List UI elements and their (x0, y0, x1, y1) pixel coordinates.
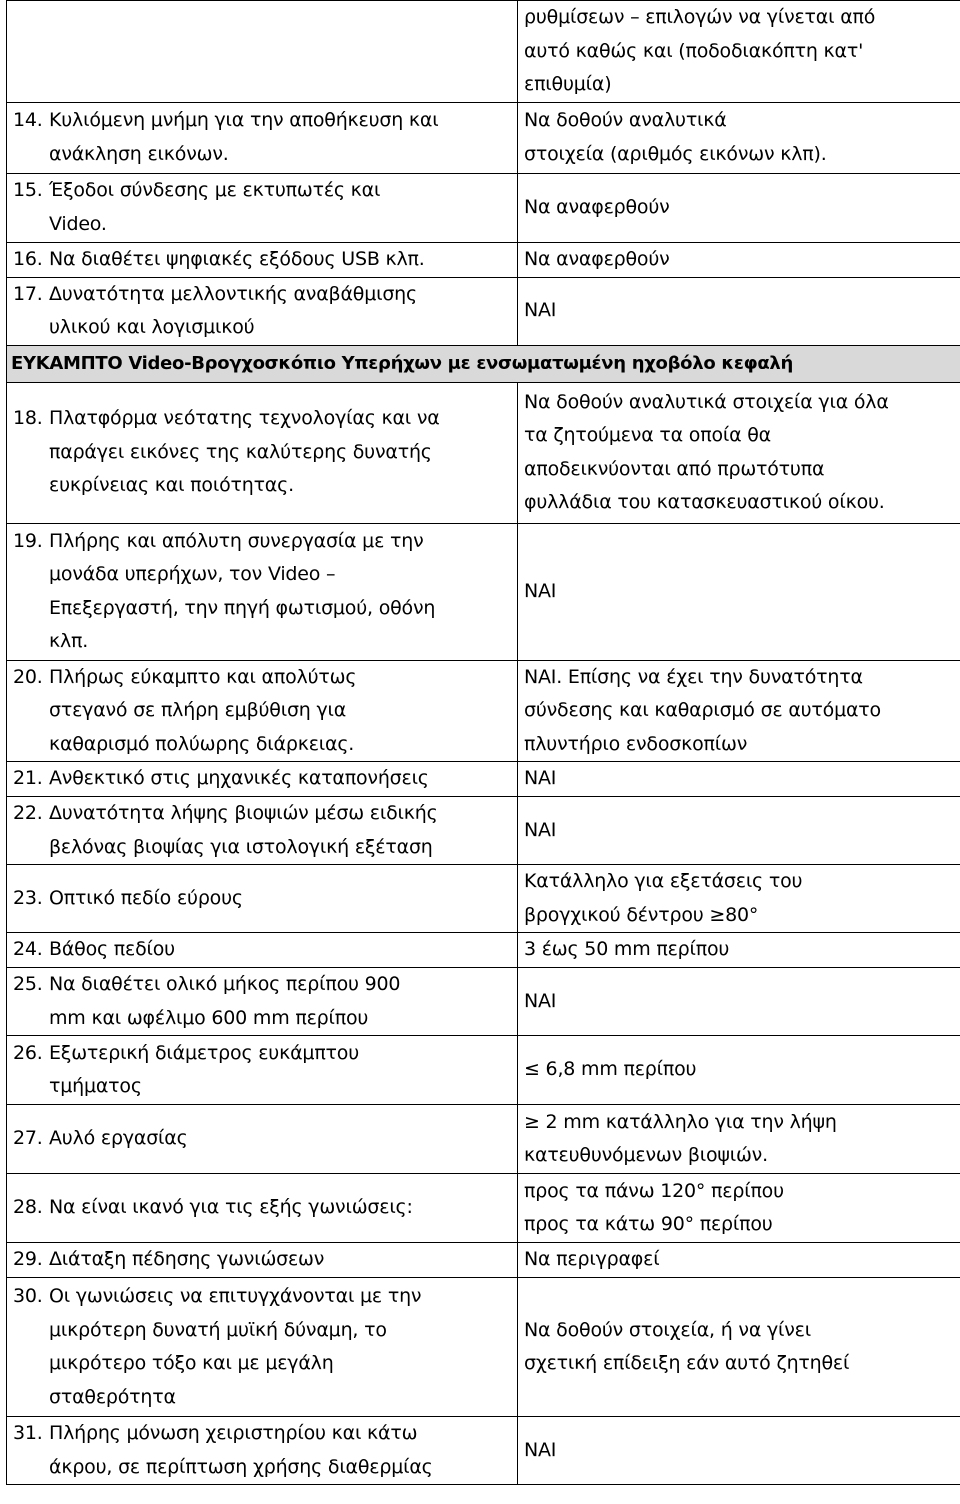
item-number: 20. (13, 665, 43, 688)
item-number: 28. (13, 1196, 43, 1219)
answer-line: ≥ 2 mm κατάλληλο για την λήψη (524, 1110, 837, 1133)
answer-line: βρογχικού δέντρου ≥80° (524, 903, 759, 926)
item-number: 22. (13, 802, 43, 824)
requirement-line: βελόνας βιοψίας για ιστολογική εξέταση (49, 835, 433, 858)
answer-line: ρυθμίσεων – επιλογών να γίνεται από (524, 6, 876, 28)
requirement-item (13, 1280, 511, 1414)
requirement-cell (7, 1174, 518, 1243)
item-number: 24. (13, 938, 43, 961)
item-number: 17. (13, 282, 43, 305)
answer-line: ΝΑΙ (524, 767, 557, 790)
item-number: 25. (13, 973, 43, 995)
table-row (7, 1243, 960, 1278)
table-row (7, 865, 960, 933)
answer-line: Να αναφερθούν (524, 195, 670, 218)
requirement-text (49, 174, 511, 241)
requirement-text (49, 1191, 511, 1225)
requirement-line: Πλήρης και απόλυτη συνεργασία με την (49, 529, 424, 552)
item-number: 14. (13, 109, 43, 131)
requirement-text (49, 882, 511, 916)
requirement-line: Να διαθέτει ολικό μήκος περίπου 900 (49, 973, 401, 995)
requirement-cell (7, 1105, 518, 1174)
table-row (7, 242, 960, 277)
requirement-line: Επεξεργαστή, την πηγή φωτισμού, οθόνη (49, 596, 436, 619)
requirement-cell (7, 382, 518, 523)
item-number: 21. (13, 767, 43, 790)
answer-line: Να δοθούν αναλυτικά (524, 109, 727, 131)
answer-line: αποδεικνύονται από πρωτότυπα (524, 457, 825, 480)
table-row (7, 523, 960, 660)
requirement-item (13, 1191, 511, 1225)
answer-cell (518, 762, 960, 797)
requirement-text (49, 1243, 511, 1277)
table-row (7, 1278, 960, 1417)
requirement-cell (7, 173, 518, 242)
requirement-line: Οπτικό πεδίο εύρους (49, 886, 243, 909)
requirement-line: υλικού και λογισμικού (49, 316, 255, 338)
answer-line: προς τα κάτω 90° περίπου (524, 1213, 773, 1235)
answer-line: προς τα πάνω 120° περίπου (524, 1179, 784, 1202)
requirement-item (13, 797, 511, 864)
answer-cell (518, 1174, 960, 1243)
item-number: 19. (13, 529, 43, 552)
requirement-line: Βάθος πεδίου (49, 938, 175, 961)
requirement-item (13, 762, 511, 796)
requirement-text (49, 661, 511, 762)
table-row (7, 277, 960, 345)
requirement-text (49, 968, 511, 1035)
table-row (7, 968, 960, 1036)
requirement-cell (7, 1417, 518, 1485)
requirement-cell (7, 968, 518, 1036)
requirement-line: Έξοδοι σύνδεσης με εκτυπωτές και (49, 179, 381, 201)
answer-line: φυλλάδια του κατασκευαστικού οίκου. (524, 491, 885, 513)
left-cell (7, 1, 518, 103)
requirement-line: άκρου, σε περίπτωση χρήσης διαθερμίας (49, 1455, 433, 1478)
requirement-line: μονάδα υπερήχων, τον Video – (49, 563, 336, 585)
requirement-line: Δυνατότητα λήψης βιοψιών μέσω ειδικής (49, 802, 438, 824)
answer-cell (518, 382, 960, 523)
table-row (7, 173, 960, 242)
item-number: 31. (13, 1422, 43, 1444)
requirement-item (13, 1122, 511, 1156)
answer-line: Κατάλληλο για εξετάσεις του (524, 870, 803, 892)
requirement-line: μικρότερη δυνατή μυϊκή δύναμη, το (49, 1318, 387, 1341)
answer-cell (518, 933, 960, 968)
requirement-text (49, 1122, 511, 1156)
table-row (7, 933, 960, 968)
answer-line: επιθυμία) (524, 73, 612, 95)
requirement-cell (7, 797, 518, 865)
answer-line: σχετική επίδειξη εάν αυτό ζητηθεί (524, 1352, 850, 1374)
answer-line: ΝΑΙ (524, 989, 557, 1012)
requirement-line: σταθερότητα (49, 1385, 176, 1408)
requirement-cell (7, 762, 518, 797)
requirement-line: ανάκληση εικόνων. (49, 142, 229, 165)
requirement-item (13, 402, 511, 503)
answer-line: 3 έως 50 mm περίπου (524, 938, 730, 961)
requirement-line: Να διαθέτει ψηφιακές εξόδους USB κλπ. (49, 247, 425, 270)
requirement-cell (7, 523, 518, 660)
answer-line: στοιχεία (αριθμός εικόνων κλπ). (524, 142, 827, 165)
answer-line: Να περιγραφεί (524, 1248, 660, 1271)
requirement-text (49, 762, 511, 796)
requirement-cell (7, 1278, 518, 1417)
requirement-line: mm και ωφέλιμο 600 mm περίπου (49, 1006, 369, 1029)
requirement-text (49, 104, 511, 171)
table-row (7, 1036, 960, 1105)
table-row (7, 797, 960, 865)
requirement-cell (7, 102, 518, 173)
answer-cell (518, 1278, 960, 1417)
table-row (7, 102, 960, 173)
item-number: 29. (13, 1248, 43, 1271)
requirement-text (49, 933, 511, 967)
requirement-item (13, 1037, 511, 1104)
requirement-line: στεγανό σε πλήρη εμβύθιση για (49, 699, 347, 721)
requirement-line: τμήματος (49, 1075, 142, 1097)
answer-line: ΝΑΙ. Επίσης να έχει την δυνατότητα (524, 665, 863, 688)
item-number: 27. (13, 1127, 43, 1150)
requirement-line: Διάταξη πέδησης γωνιώσεων (49, 1248, 325, 1271)
table-row (7, 1417, 960, 1485)
answer-cell (518, 1417, 960, 1485)
answer-line: πλυντήριο ενδοσκοπίων (524, 732, 748, 755)
answer-line: Να αναφερθούν (524, 247, 670, 270)
requirement-item (13, 104, 511, 171)
answer-cell (518, 797, 960, 865)
requirement-text (49, 525, 511, 659)
requirement-line: καθαρισμό πολύωρης διάρκειας. (49, 732, 355, 755)
table-row (7, 660, 960, 762)
requirement-item (13, 933, 511, 967)
answer-line: κατευθυνόμενων βιοψιών. (524, 1144, 768, 1166)
answer-cell (518, 277, 960, 345)
answer-line: σύνδεσης και καθαρισμό σε αυτόματο (524, 699, 881, 721)
requirement-item (13, 882, 511, 916)
requirement-item (13, 1243, 511, 1277)
answer-line: ΝΑΙ (524, 818, 557, 841)
requirement-cell (7, 242, 518, 277)
item-number: 15. (13, 179, 43, 201)
specifications-table (6, 0, 960, 1485)
requirement-cell (7, 1243, 518, 1278)
requirement-line: Αυλό εργασίας (49, 1127, 188, 1150)
requirement-line: Ανθεκτικό στις μηχανικές καταπονήσεις (49, 767, 429, 790)
section-heading-row (7, 345, 960, 382)
requirement-text (49, 797, 511, 864)
requirement-text (49, 402, 511, 503)
answer-cell (518, 102, 960, 173)
answer-cell (518, 1036, 960, 1105)
requirement-item (13, 661, 511, 762)
requirement-text (49, 1037, 511, 1104)
table-row (7, 1105, 960, 1174)
requirement-line: παράγει εικόνες της καλύτερης δυνατής (49, 440, 432, 463)
requirement-item (13, 968, 511, 1035)
requirement-cell (7, 865, 518, 933)
answer-line: ΝΑΙ (524, 579, 557, 602)
requirement-item (13, 1417, 511, 1484)
answer-line: τα ζητούμενα τα οποία θα (524, 424, 772, 446)
answer-cell (518, 173, 960, 242)
requirement-line: κλπ. (49, 630, 89, 652)
item-number: 23. (13, 886, 43, 909)
item-number: 30. (13, 1285, 43, 1307)
requirement-line: Πλήρης μόνωση χειριστηρίου και κάτω (49, 1422, 418, 1444)
answer-cell (518, 242, 960, 277)
requirement-line: Video. (49, 212, 107, 235)
requirement-text (49, 278, 511, 345)
requirement-line: ευκρίνειας και ποιότητας. (49, 474, 294, 497)
requirement-item (13, 278, 511, 345)
requirement-cell (7, 1036, 518, 1105)
requirement-cell (7, 277, 518, 345)
requirement-line: Εξωτερική διάμετρος ευκάμπτου (49, 1041, 360, 1064)
requirement-item (13, 243, 511, 277)
section-heading: ΕΥΚΑΜΠΤΟ Video-Βρογχοσκόπιο Υπερήχων με ενσωματωμένη ηχοβόλο κεφαλή (7, 345, 960, 382)
requirement-line: Κυλιόμενη μνήμη για την αποθήκευση και (49, 109, 439, 131)
requirement-line: Πλατφόρμα νεότατης τεχνολογίας και να (49, 407, 440, 430)
table-row (7, 1, 960, 103)
requirement-item (13, 525, 511, 659)
requirement-cell (7, 933, 518, 968)
item-number: 18. (13, 407, 43, 430)
answer-line: ≤ 6,8 mm περίπου (524, 1058, 697, 1081)
item-number: 16. (13, 247, 43, 270)
requirement-item (13, 174, 511, 241)
requirement-cell (7, 660, 518, 762)
requirement-line: Οι γωνιώσεις να επιτυγχάνονται με την (49, 1285, 422, 1307)
requirement-line: μικρότερο τόξο και με μεγάλη (49, 1352, 334, 1374)
right-cell (518, 1, 960, 103)
table-row (7, 762, 960, 797)
answer-line: Να δοθούν στοιχεία, ή να γίνει (524, 1318, 811, 1341)
item-number: 26. (13, 1041, 43, 1064)
answer-cell (518, 523, 960, 660)
answer-cell (518, 1243, 960, 1278)
table-row (7, 1174, 960, 1243)
answer-cell (518, 660, 960, 762)
requirement-text (49, 1280, 511, 1414)
answer-line: Να δοθούν αναλυτικά στοιχεία για όλα (524, 390, 889, 413)
requirement-text (49, 1417, 511, 1484)
answer-line: ΝΑΙ (524, 1438, 557, 1461)
requirement-text (49, 243, 511, 277)
answer-line: αυτό καθώς και (ποδοδιακόπτη κατ' (524, 39, 864, 62)
answer-line: ΝΑΙ (524, 299, 557, 322)
answer-cell (518, 968, 960, 1036)
table-row (7, 382, 960, 523)
requirement-line: Πλήρως εύκαμπτο και απολύτως (49, 665, 357, 688)
answer-cell (518, 1105, 960, 1174)
requirement-line: Να είναι ικανό για τις εξής γωνιώσεις: (49, 1196, 413, 1219)
answer-cell (518, 865, 960, 933)
requirement-line: Δυνατότητα μελλοντικής αναβάθμισης (49, 282, 417, 305)
